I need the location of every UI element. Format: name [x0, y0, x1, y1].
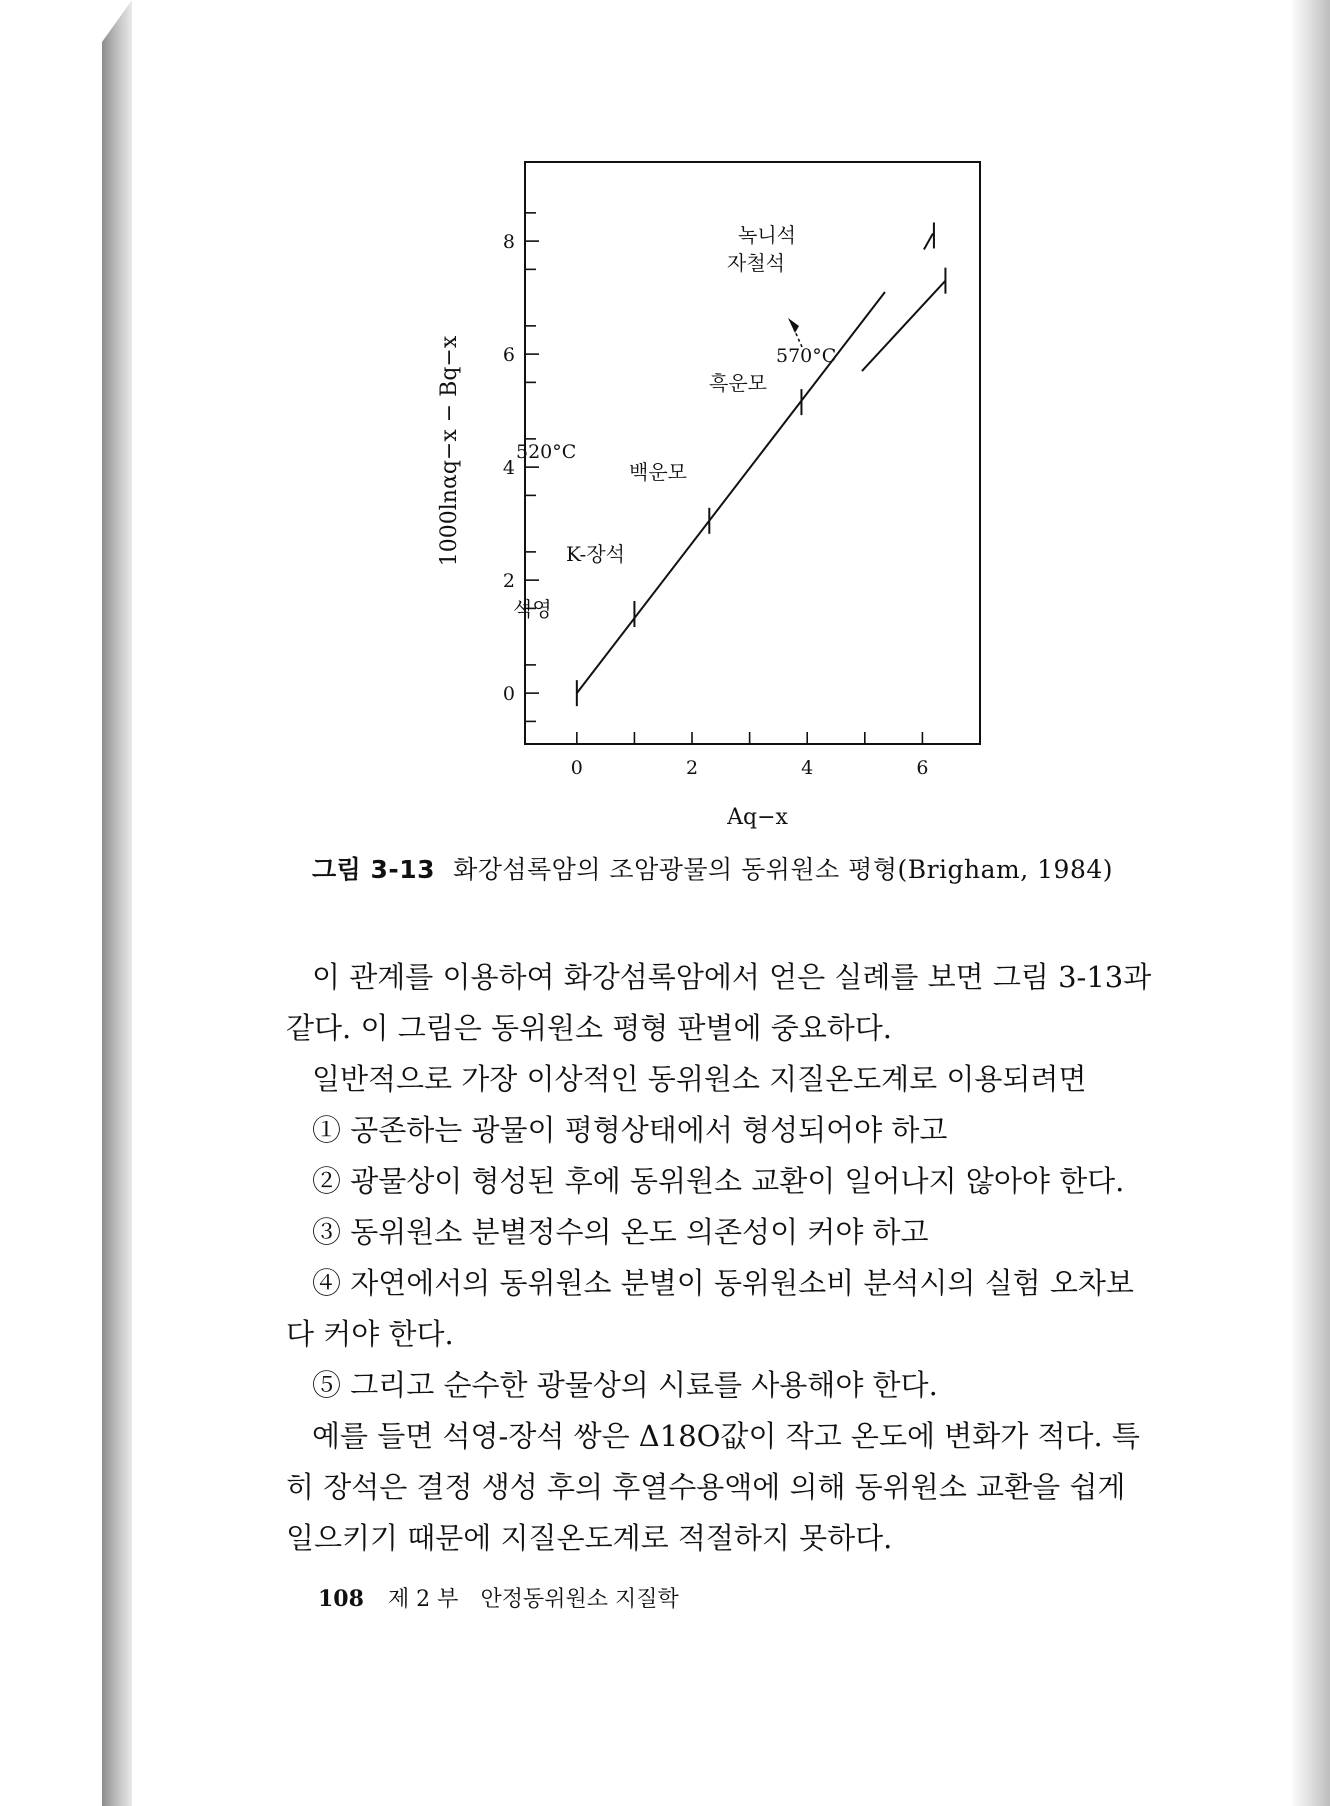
list-item: ② 광물상이 형성된 후에 동위원소 교환이 일어나지 않아야 한다. [312, 1164, 1125, 1198]
part-label: 제 2 부 [387, 1587, 459, 1612]
label-quartz: 석영 [513, 597, 552, 621]
body-text [286, 952, 1156, 1564]
series-line-0 [577, 292, 885, 693]
x-tick-label: 4 [801, 757, 814, 779]
x-tick-label: 2 [685, 757, 699, 779]
chart-axes [437, 162, 980, 830]
paragraph-line: 이 관계를 이용하여 화강섬록암에서 얻은 실례를 보면 그림 3-13과 [312, 960, 1152, 994]
label-k-feldspar: K-장석 [566, 542, 625, 566]
book-spine-left [102, 0, 132, 1806]
series-line-1 [862, 281, 946, 371]
arrow-head [788, 318, 799, 333]
label-biotite: 흑운모 [709, 371, 767, 395]
figure-caption [312, 850, 1113, 886]
x-tick-label: 6 [916, 757, 929, 779]
label-chlorite: 녹니석 [738, 223, 796, 247]
label-570c: 570°C [776, 345, 837, 367]
y-tick-label: 4 [502, 457, 515, 480]
list-item: ⑤ 그리고 순수한 광물상의 시료를 사용해야 한다. [312, 1368, 938, 1402]
x-tick-label: 0 [570, 757, 583, 779]
paragraph-line: 예를 들면 석영-장석 쌍은 Δ18O값이 작고 온도에 변화가 적다. 특 [312, 1419, 1140, 1453]
y-axis-label: 1000lnαq−x − Bq−x [437, 335, 462, 567]
x-axis-label: Aq−x [727, 805, 788, 830]
chart-labels [513, 223, 836, 621]
figure-number: 그림 3-13 [312, 855, 436, 884]
label-magnetite: 자철석 [727, 251, 785, 275]
list-item: ③ 동위원소 분별정수의 온도 의존성이 커야 하고 [312, 1215, 929, 1249]
paragraph-line: 같다. 이 그림은 동위원소 평형 판별에 중요하다. [286, 1011, 893, 1045]
plot-frame [525, 162, 980, 744]
section-label: 안정동위원소 지질학 [480, 1587, 679, 1612]
paragraph-line: 히 장석은 결정 생성 후의 후열수용액에 의해 동위원소 교환을 쉽게 [286, 1470, 1126, 1504]
chart-series [577, 281, 946, 693]
list-item: ① 공존하는 광물이 평형상태에서 형성되어야 하고 [312, 1113, 948, 1147]
book-edge-right [1290, 0, 1330, 1806]
book-corner [102, 0, 132, 42]
y-tick-label: 2 [502, 570, 515, 593]
label-muscovite: 백운모 [629, 460, 687, 484]
page-footer [318, 1582, 679, 1613]
y-tick-label: 8 [502, 231, 515, 254]
label-520c: 520°C [516, 441, 577, 463]
figure-caption-text: 화강섬록암의 조암광물의 동위원소 평형(Brigham, 1984) [453, 855, 1114, 884]
paragraph-line: 일으키기 때문에 지질온도계로 적절하지 못하다. [286, 1521, 893, 1555]
isotope-equilibrium-chart [420, 140, 1020, 830]
page-number: 108 [318, 1586, 364, 1612]
list-item: ④ 자연에서의 동위원소 분별이 동위원소비 분석시의 실험 오차보 [312, 1266, 1134, 1300]
paragraph-line: 다 커야 한다. [286, 1317, 454, 1351]
y-tick-label: 6 [502, 344, 515, 367]
chlorite-mark [924, 233, 933, 249]
y-tick-label: 0 [502, 683, 515, 706]
paragraph-line: 일반적으로 가장 이상적인 동위원소 지질온도계로 이용되려면 [312, 1062, 1087, 1096]
